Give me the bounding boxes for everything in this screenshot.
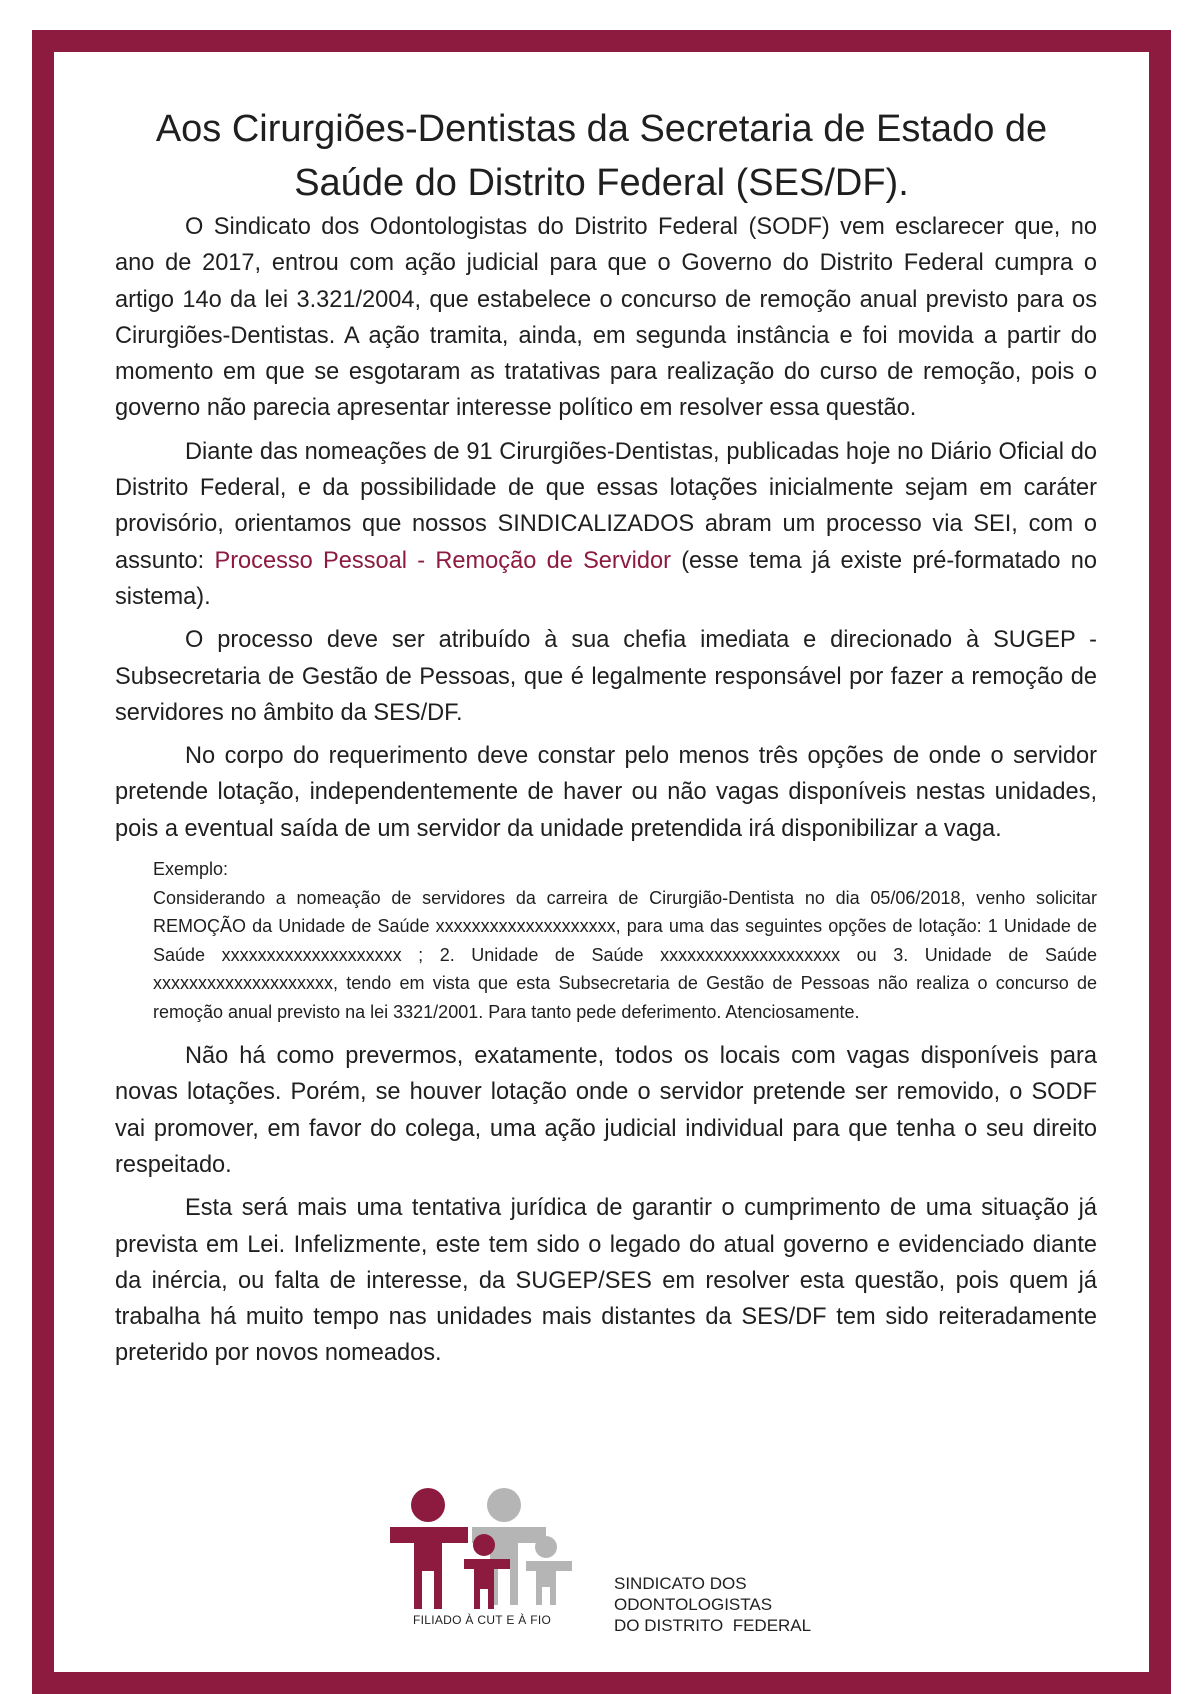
title-line-2: Saúde do Distrito Federal (SES/DF).: [294, 162, 909, 204]
document-body: [115, 209, 1097, 1379]
paragraph-nomeacoes-tail: (esse tema já existe pré-formatado no sistema).: [115, 547, 1098, 610]
sodf-logo: [376, 1487, 916, 1637]
example-block: [153, 855, 1097, 1026]
title-line-1: Aos Cirurgiões-Dentistas da Secretaria de Estado de: [155, 108, 1048, 150]
union-name-line-3: DO DISTRITO FEDERAL: [614, 1616, 812, 1635]
paragraph-requerimento: No corpo do requerimento deve constar pelo menos três opções de onde o servidor pretende lotação, independentemente de haver ou não vagas disponíveis nestas unidades, pois a eventual saída de um servidor da unidade pretendida irá disponibilizar a vaga.: [115, 743, 1097, 842]
document-title: [94, 102, 1109, 210]
affiliation-text: FILIADO À CUT E À FIO: [413, 1613, 552, 1627]
paragraph-vagas: Não há como prevermos, exatamente, todos os locais com vagas disponíveis para novas lotações. Porém, se houver lotação onde o servidor pretende ser removido, o SODF vai promover, em favor do colega, uma ação judicial individual para que tenha o seu direito respeitado.: [115, 1043, 1097, 1178]
document-content: [54, 52, 1149, 1672]
family-figures-icon: [376, 1487, 606, 1612]
paragraph-nomeacoes-text: Diante das nomeações de 91 Cirurgiões-Dentistas, publicadas hoje no Diário Oficial do Distrito Federal, e da possibilidade de que essas lotações inicialmente sejam em caráter provisório, orientamos que nossos SINDICALIZADOS abram um processo via SEI, com o assunto:: [115, 438, 1097, 574]
union-name: [614, 1573, 811, 1636]
paragraph-intro: O Sindicato dos Odontologistas do Distrito Federal (SODF) vem esclarecer que, no ano de 2017, entrou com ação judicial para que o Governo do Distrito Federal cumpra o artigo 14o da lei 3.321/2004, que estabelece o concurso de remoção anual previsto para os Cirurgiões-Dentistas. A ação tramita, ainda, em segunda instância e foi movida a partir do momento em que se esgotaram as tratativas para realização do curso de remoção, pois o governo não parecia apresentar interesse político em resolver essa questão.: [115, 214, 1097, 422]
paragraph-processo: O processo deve ser atribuído à sua chefia imediata e direcionado à SUGEP - Subsecretaria de Gestão de Pessoas, que é legalmente responsável por fazer a remoção de servidores no âmbito da SES/DF.: [115, 627, 1097, 726]
process-subject-highlight: Processo Pessoal - Remoção de Servidor: [214, 547, 671, 574]
paragraph-nomeacoes: [115, 434, 1097, 615]
example-text: Considerando a nomeação de servidores da carreira de Cirurgião-Dentista no dia 05/06/2018, venho solicitar REMOÇÃO da Unidade de Saúde xxxxxxxxxxxxxxxxxxxx, para uma das seguintes opções de lotação: 1 Unidade de Saúde xxxxxxxxxxxxxxxxxxxx ; 2. Unidade de Saúde xxxxxxxxxxxxxxxxxxxx ou 3. Unidade de Saúde xxxxxxxxxxxxxxxxxxxx, tendo em vista que esta Subsecretaria de Gestão de Pessoas não realiza o concurso de remoção anual previsto na lei 3321/2001. Para tanto pede deferimento. Atenciosamente.: [153, 887, 1097, 1022]
paragraph-conclusao: Esta será mais uma tentativa jurídica de garantir o cumprimento de uma situação já prevista em Lei. Infelizmente, este tem sido o legado do atual governo e evidenciado diante da inércia, ou falta de interesse, da SUGEP/SES em resolver esta questão, pois quem já trabalha há muito tempo nas unidades mais distantes da SES/DF tem sido reiteradamente preterido por novos nomeados.: [115, 1195, 1097, 1367]
page-border-frame: [32, 30, 1171, 1694]
union-name-line-1: SINDICATO DOS: [614, 1574, 747, 1593]
union-name-line-2: ODONTOLOGISTAS: [614, 1595, 773, 1614]
example-label: Exemplo:: [153, 859, 229, 880]
